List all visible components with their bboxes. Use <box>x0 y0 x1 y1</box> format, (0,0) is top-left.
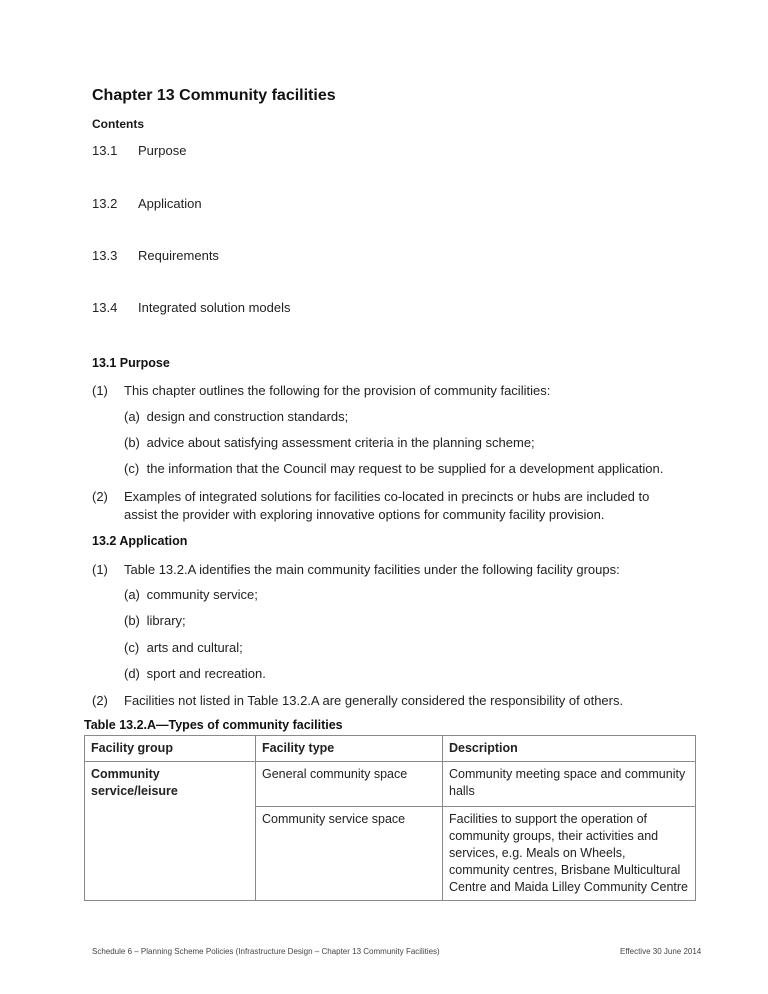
application-item-d <box>124 666 266 681</box>
paragraph-text: Examples of integrated solutions for facilities co-located in precincts or hubs are included to assist the provider with exploring innovative options for community facility provision. <box>124 489 650 522</box>
item-text: sport and recreation. <box>146 666 266 681</box>
section-heading-application: 13.2 Application <box>92 534 188 548</box>
purpose-item-b <box>124 435 535 450</box>
facility-group-cell: Community service/leisure <box>85 762 256 901</box>
purpose-item-c <box>124 461 663 476</box>
table-row <box>85 762 696 807</box>
paragraph-text: This chapter outlines the following for the provision of community facilities: <box>124 383 551 398</box>
chapter-title: Chapter 13 Community facilities <box>92 87 336 104</box>
application-item-b <box>124 613 186 628</box>
application-item-a <box>124 587 258 602</box>
item-label: (a) <box>124 409 140 424</box>
application-paragraph-1 <box>92 561 684 579</box>
item-label: (c) <box>124 461 140 476</box>
paragraph-number: (2) <box>92 489 108 504</box>
item-text: arts and cultural; <box>146 640 243 655</box>
paragraph-number: (1) <box>92 383 108 398</box>
item-label: (d) <box>124 666 140 681</box>
purpose-paragraph-2 <box>92 488 684 524</box>
toc-label: Requirements <box>138 248 219 263</box>
item-label: (a) <box>124 587 140 602</box>
paragraph-text: Table 13.2.A identifies the main community facilities under the following facility groups: <box>124 562 620 577</box>
facility-type-cell: General community space <box>256 762 443 807</box>
column-header-facility-type: Facility type <box>256 736 443 762</box>
paragraph-number: (2) <box>92 693 108 708</box>
table-header-row <box>85 736 696 762</box>
footer-effective-date: Effective 30 June 2014 <box>620 947 702 956</box>
item-text: advice about satisfying assessment criteria in the planning scheme; <box>146 435 535 450</box>
application-item-c <box>124 640 243 655</box>
toc-number: 13.1 <box>92 143 118 158</box>
toc-number: 13.4 <box>92 300 118 315</box>
item-label: (b) <box>124 613 140 628</box>
toc-item-13-1[interactable] <box>92 143 186 158</box>
paragraph-number: (1) <box>92 562 108 577</box>
description-cell: Facilities to support the operation of community groups, their activities and services, e.g. Meals on Wheels, community centres, Brisbane Multicultural Centre and Maida Lilley Community Centre <box>443 807 696 901</box>
item-text: the information that the Council may request to be supplied for a development application. <box>146 461 664 476</box>
item-text: community service; <box>146 587 258 602</box>
toc-label: Integrated solution models <box>138 300 291 315</box>
purpose-item-a <box>124 409 348 424</box>
footer-document-reference: Schedule 6 – Planning Scheme Policies (Infrastructure Design – Chapter 13 Community Facilities) <box>92 947 440 956</box>
facility-type-cell: Community service space <box>256 807 443 901</box>
toc-number: 13.3 <box>92 248 118 263</box>
application-paragraph-2 <box>92 692 684 710</box>
item-label: (b) <box>124 435 140 450</box>
toc-number: 13.2 <box>92 196 118 211</box>
section-heading-purpose: 13.1 Purpose <box>92 356 170 370</box>
column-header-description: Description <box>443 736 696 762</box>
toc-item-13-2[interactable] <box>92 196 202 211</box>
description-cell: Community meeting space and community halls <box>443 762 696 807</box>
column-header-facility-group: Facility group <box>85 736 256 762</box>
toc-item-13-3[interactable] <box>92 248 219 263</box>
paragraph-text: Facilities not listed in Table 13.2.A are generally considered the responsibility of others. <box>124 693 624 708</box>
toc-item-13-4[interactable] <box>92 300 290 315</box>
toc-label: Application <box>138 196 202 211</box>
purpose-paragraph-1 <box>92 382 684 400</box>
item-label: (c) <box>124 640 140 655</box>
table-caption: Table 13.2.A—Types of community facilities <box>84 718 343 732</box>
contents-heading: Contents <box>92 117 144 131</box>
toc-label: Purpose <box>138 143 187 158</box>
item-text: design and construction standards; <box>146 409 349 424</box>
item-text: library; <box>146 613 186 628</box>
facilities-table <box>84 735 696 901</box>
